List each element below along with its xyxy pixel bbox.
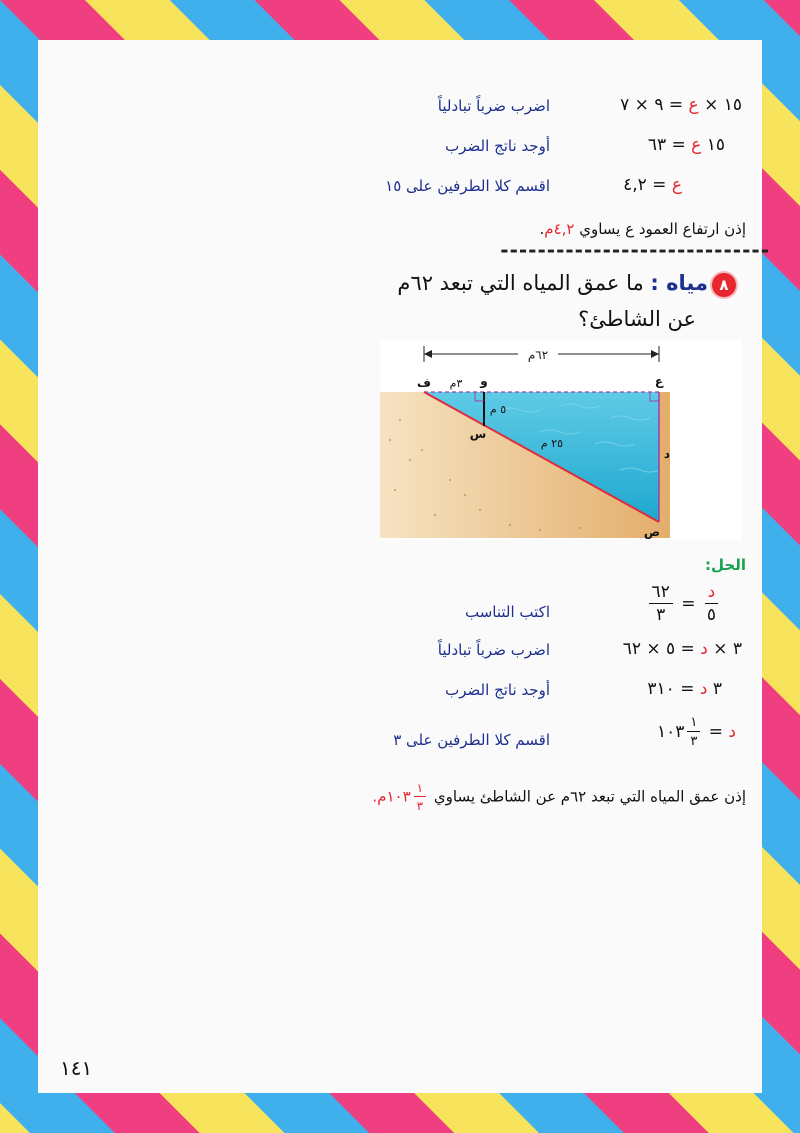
page-sheet xyxy=(38,40,762,1093)
label-w: و xyxy=(480,374,488,388)
part1-conclusion-value: ٤,٢م xyxy=(544,220,575,238)
equation-1-left: ١٥ × xyxy=(704,95,742,115)
separator-line: ----------------------------- xyxy=(500,238,770,262)
proportion-right-fraction: $\frac{٦٢}{٣}$ xyxy=(649,584,673,624)
solution-equation-1: ٣ × د = ٥ × ٦٢ xyxy=(622,639,742,659)
solution-step-label-2: أوجد ناتج الضرب xyxy=(445,681,550,699)
label-sad: ص xyxy=(643,525,661,539)
step-label-3: اقسم كلا الطرفين على ١٥ xyxy=(385,177,550,195)
equation-3 xyxy=(623,175,682,195)
proportion-label: اكتب التناسب xyxy=(465,603,550,621)
equation-3-right: = ٤,٢ xyxy=(623,175,667,195)
solution-divide-fraction: $\frac{١}{٣}$ xyxy=(687,716,700,748)
problem-statement xyxy=(397,271,708,295)
solution-step-label-1: اضرب ضرباً تبادلياً xyxy=(437,641,550,659)
step-label-2: أوجد ناتج الضرب xyxy=(445,137,550,155)
problem-number: ٨ xyxy=(719,276,729,294)
part1-conclusion: إذن ارتفاع العمود ع يساوي ٤,٢م. xyxy=(539,220,746,238)
label-f: ف xyxy=(417,376,431,390)
equation-1-var: ع xyxy=(688,95,699,115)
solution-conclusion-whole: ١٠٣ xyxy=(386,787,411,806)
label-s: س xyxy=(469,427,487,441)
solution-conclusion xyxy=(372,782,746,812)
label-e: ع xyxy=(654,374,664,388)
label-5m: ٥ م xyxy=(489,403,507,416)
solution-conclusion-text: إذن عمق المياه التي تبعد ٦٢م عن الشاطئ يساوي xyxy=(433,787,746,806)
problem-topic: مياه : xyxy=(650,271,708,295)
solution-step-label-3: اقسم كلا الطرفين على ٣ xyxy=(393,731,550,749)
label-d: د xyxy=(663,447,671,461)
step-label-1: اضرب ضرباً تبادلياً xyxy=(437,97,550,115)
beach-water-figure xyxy=(380,340,742,540)
solution-heading: الحل: xyxy=(705,556,746,574)
equation-1 xyxy=(620,95,742,115)
equation-2-right: = ٦٣ xyxy=(647,135,686,155)
equation-1-right: = ٩ × ٧ xyxy=(620,95,684,115)
solution-conclusion-unit: م. xyxy=(372,787,387,806)
equation-2-var: ع xyxy=(691,135,702,155)
solution-conclusion-fraction: $\frac{١}{٣}$ xyxy=(414,782,426,812)
proportion-left-fraction: $\frac{\text{د}}{٥}$ xyxy=(704,584,719,624)
equation-2 xyxy=(648,135,725,155)
label-3m: ٣م xyxy=(449,377,463,390)
solution-equation-2: ٣ د = ٣١٠ xyxy=(647,679,722,699)
proportion-equation: $\frac{\text{د}}{٥}$ = $\frac{٦٢}{٣}$ xyxy=(646,584,722,624)
solution-equation-3: د = $\frac{١}{٣}$ ١٠٣ xyxy=(656,715,736,749)
problem-question-line2: عن الشاطئ؟ xyxy=(578,307,696,331)
dimension-62m: ٦٢م xyxy=(527,348,549,362)
problem-question-line1: ما عمق المياه التي تبعد ٦٢م xyxy=(397,271,644,295)
equation-2-left: ١٥ xyxy=(706,135,725,155)
part1-conclusion-text: إذن ارتفاع العمود ع يساوي xyxy=(579,220,746,238)
page-number: ١٤١ xyxy=(60,1056,93,1080)
problem-number-badge xyxy=(712,273,736,297)
equation-3-var: ع xyxy=(671,175,682,195)
label-25m: ٢٥ م xyxy=(540,437,564,450)
